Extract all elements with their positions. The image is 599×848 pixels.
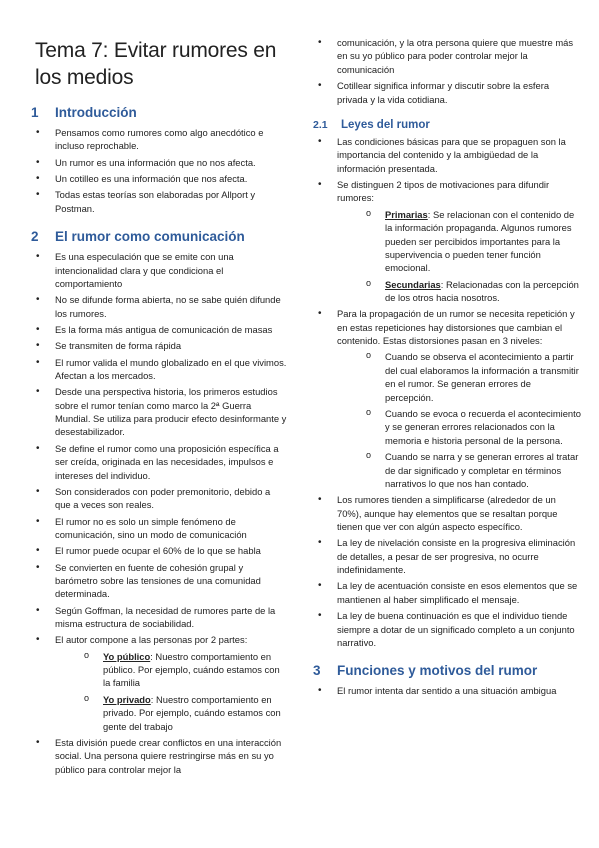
- section-number: 2.1: [313, 118, 328, 131]
- list-item: • Un rumor es una información que no nos afecta.: [31, 156, 287, 169]
- list-item: • Es la forma más antigua de comunicación de masas: [31, 323, 287, 336]
- list-item: • Un cotilleo es una información que nos afecta.: [31, 172, 287, 185]
- section-heading-introduccion: [31, 105, 287, 120]
- term-text: : Nuestro comportamiento en privado. Por ejemplo, cuándo estamos con gente del trabajo: [103, 693, 281, 732]
- sub-list-item: [313, 208, 581, 275]
- list-item: • Se convierten en fuente de cohesión grupal y barómetro sobre las tensiones de una comunidad determinada.: [31, 561, 287, 601]
- list-item: • El rumor no es solo un simple fenómeno de comunicación, sino un modo de comunicación: [31, 515, 287, 542]
- page-title: Tema 7: Evitar rumores en los medios: [35, 39, 277, 89]
- list-item: • No se difunde forma abierta, no se sabe quién difunde los rumores.: [31, 293, 287, 320]
- section-title: El rumor como comunicación: [55, 229, 245, 245]
- section-title: Leyes del rumor: [341, 118, 430, 131]
- continued-text: comunicación, y la otra persona quiere que muestre más en su yo público para poder controlar mejor la comunicación: [337, 37, 574, 75]
- leyes-list: [313, 135, 581, 649]
- term-text: : Relacionadas con la percepción de los otros hacia nosotros.: [385, 278, 579, 304]
- section-heading-funciones: [313, 663, 581, 678]
- list-item: • Se distinguen 2 tipos de motivaciones para difundir rumores:: [313, 178, 581, 205]
- left-column: [31, 0, 287, 779]
- term-secundarias: Secundarias: [385, 278, 441, 290]
- right-column: [313, 36, 581, 701]
- continued-list: [313, 36, 581, 106]
- term-primarias: Primarias: [385, 208, 428, 220]
- sub-list-item: [31, 650, 287, 690]
- list-item: • La ley de buena continuación es que el individuo tiende siempre a dotar de un significado completo a un conjunto narrativo.: [313, 609, 581, 649]
- list-item: • La ley de acentuación consiste en esos elementos que se mantienen al haber simplificado el mensaje.: [313, 579, 581, 606]
- list-item: • Según Goffman, la necesidad de rumores parte de la misma estructura de sociabilidad.: [31, 604, 287, 631]
- list-item-continued: [313, 36, 581, 76]
- list-item: • Es una especulación que se emite con una intencionalidad clara y que condiciona el comportamiento: [31, 250, 287, 290]
- section-number: 3: [313, 663, 321, 679]
- list-item: • El autor compone a las personas por 2 partes:: [31, 633, 287, 646]
- funciones-list: [313, 684, 581, 697]
- list-item: • Los rumores tienden a simplificarse (alrededor de un 70%), aunque hay elementos que se resaltan porque tienen que ver con algún aspecto específico.: [313, 493, 581, 533]
- sub-list-item: [313, 278, 581, 305]
- list-item: • Pensamos como rumores como algo anecdótico e incluso reprochable.: [31, 126, 287, 153]
- section-heading-leyes: [313, 119, 581, 131]
- list-item: • Se define el rumor como una proposición específica a ser creída, originada en las necesidades, impulsos e intereses del individuo.: [31, 442, 287, 482]
- list-item: • Cotillear significa informar y discutir sobre la esfera privada y la vida cotidiana.: [313, 79, 581, 106]
- list-item: • El rumor intenta dar sentido a una situación ambigua: [313, 684, 581, 697]
- term-yo-publico: Yo público: [103, 650, 151, 662]
- list-item: • La ley de nivelación consiste en la progresiva eliminación de detalles, a pesar de ser progresiva, no ocurre indefinidamente.: [313, 536, 581, 576]
- list-item: • Las condiciones básicas para que se propaguen son la importancia del contenido y la ambigüedad de la información presentada.: [313, 135, 581, 175]
- section-title: Introducción: [55, 105, 137, 120]
- list-item: • Son considerados con poder premonitorio, debido a que a veces son reales.: [31, 485, 287, 512]
- list-item: • Se transmiten de forma rápida: [31, 339, 287, 352]
- section-number: 2: [31, 229, 39, 245]
- section-title: Funciones y motivos del rumor: [337, 663, 538, 679]
- section-number: 1: [31, 105, 39, 120]
- list-item: • El rumor puede ocupar el 60% de lo que se habla: [31, 544, 287, 557]
- section-heading-rumor-comunicacion: [31, 229, 287, 244]
- sub-list-item: [31, 693, 287, 733]
- list-item: • Desde una perspectiva historia, los primeros estudios sobre el rumor tenían como marco la 2ª Guerra Mundial. Se utiliza para producir efecto desinformante y desestabilizador.: [31, 385, 287, 439]
- term-text: : Nuestro comportamiento en público. Por ejemplo, cuándo estamos con la familia: [103, 650, 280, 689]
- list-item: • Esta división puede crear conflictos en una interacción social. Una persona quiere restringirse más en su yo público para controlar mejor la: [31, 736, 287, 776]
- term-text: : Se relacionan con el contenido de la información propaganda. Algunos rumores pueden ser percibidos importantes para la supervivencia o pueden tener función emocional.: [385, 208, 575, 274]
- term-yo-privado: Yo privado: [103, 693, 151, 705]
- intro-list: [31, 126, 287, 215]
- list-item: • El rumor valida el mundo globalizado en el que vivimos. Afectan a los mercados.: [31, 356, 287, 383]
- sub-list-item: o Cuando se evoca o recuerda el acontecimiento y se generan errores relacionados con la memoria e historia personal de la persona.: [313, 407, 581, 447]
- sub-list-item: o Cuando se observa el acontecimiento a partir del cual elaboramos la información a transmitir en el rumor. Se generan errores de percepción.: [313, 350, 581, 404]
- list-item: • Todas estas teorías son elaboradas por Allport y Postman.: [31, 188, 287, 215]
- rumor-list: [31, 250, 287, 776]
- list-item: • Para la propagación de un rumor se necesita repetición y en estas repeticiones hay distorsiones que cambian el contenido. Estas distorsiones pasan en 3 niveles:: [313, 307, 581, 347]
- sub-list-item: o Cuando se narra y se generan errores al tratar de dar significado y completar en términos narrativos lo que nos han contado.: [313, 450, 581, 490]
